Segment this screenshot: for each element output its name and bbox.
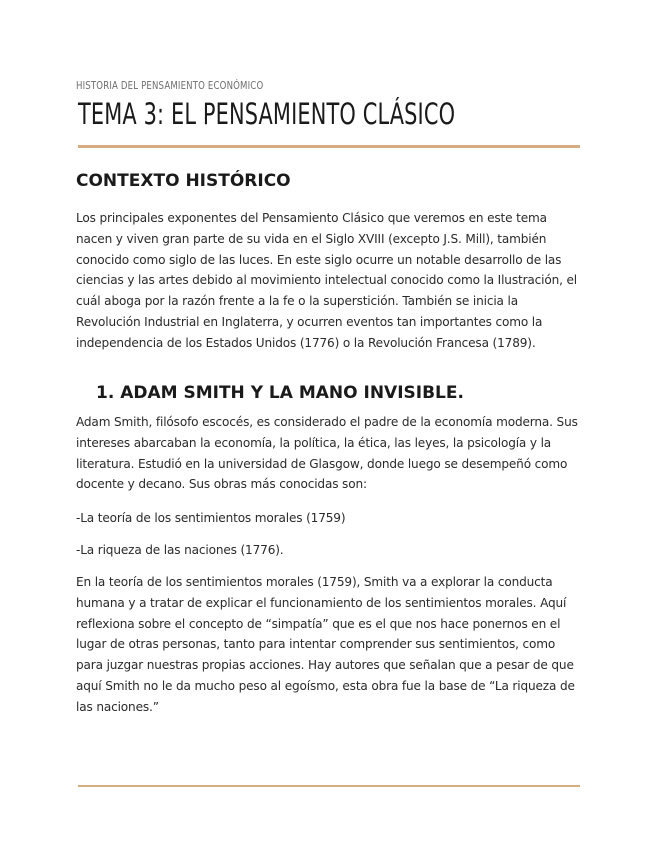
list-item: -La riqueza de las naciones (1776).: [76, 543, 284, 557]
context-paragraph: Los principales exponentes del Pensamiento Clásico que veremos en este tema nacen y viven gran parte de su vida en el Siglo XVIII (excepto J.S. Mill), también conocido como siglo de las luces. En este siglo ocurre un notable desarrollo de las ciencias y las artes debido al movimiento intelectual conocido como la Ilustración, el cuál aboga por la razón frente a la fe o la superstición. También se inicia la Revolución Industrial en Inglaterra, y ocurren eventos tan importantes como la independencia de los Estados Unidos (1776) o la Revolución Francesa (1789).: [76, 211, 578, 350]
section-heading-adam-smith: 1. ADAM SMITH Y LA MANO INVISIBLE.: [96, 383, 464, 403]
smith-detail-paragraph: En la teoría de los sentimientos morales (1759), Smith va a explorar la conducta humana y a tratar de explicar el funcionamiento de los sentimientos morales. Aquí reflexiona sobre el concepto de “simpatía” que es el que nos hace ponernos en el lugar de otras personas, tanto para intentar comprender sus sentimientos, como para juzgar nuestras propias acciones. Hay autores que señalan que a pesar de que aquí Smith no le da mucho peso al egoísmo, esta obra fue la base de “La riqueza de las naciones.”: [76, 575, 575, 714]
section-heading-context: CONTEXTO HISTÓRICO: [76, 171, 291, 191]
title-divider: [78, 145, 580, 148]
list-item: -La teoría de los sentimientos morales (1759): [76, 511, 346, 525]
course-subtitle: HISTORIA DEL PENSAMIENTO ECONÓMICO: [76, 79, 264, 92]
page-title: TEMA 3: EL PENSAMIENTO CLÁSICO: [78, 97, 456, 131]
footer-divider: [78, 785, 580, 787]
smith-intro-paragraph: Adam Smith, filósofo escocés, es considerado el padre de la economía moderna. Sus intereses abarcaban la economía, la política, la ética, las leyes, la psicología y la literatura. Estudió en la universidad de Glasgow, donde luego se desempeñó como docente y decano. Sus obras más conocidas son:: [76, 415, 578, 492]
